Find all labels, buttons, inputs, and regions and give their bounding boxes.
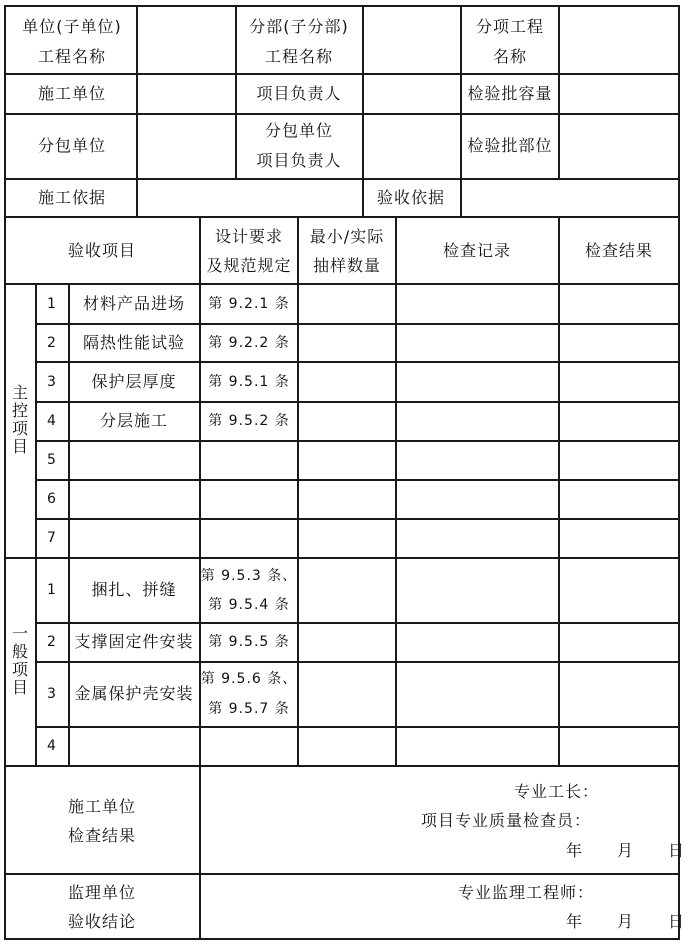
rule [4,557,680,559]
unit-label: 单位(子单位) [22,17,122,36]
batch-capacity-label: 检验批容量 [467,84,553,103]
rule [362,5,364,218]
contractor-check-label: 检查结果 [67,826,137,845]
contractor-check-label: 施工单位 [67,797,137,816]
row-number: 3 [47,686,57,702]
rule [68,283,70,767]
row-number: 6 [47,491,57,507]
row-item-name: 支撑固定件安装 [74,632,194,651]
border-bottom [4,938,680,940]
rule [136,5,138,218]
row-item-name: 隔热性能试验 [82,333,186,352]
rule [35,401,680,403]
rule [35,661,680,663]
rule [4,178,680,180]
supervisor-date: 年 月 日 [566,912,686,931]
row-item-name: 材料产品进场 [82,294,186,313]
supervisor-engineer-label: 专业监理工程师： [458,883,595,902]
row-spec: 第 9.5.3 条、 [200,568,298,584]
foreman-signature-label: 专业工长： [514,782,600,801]
subcontractor-label: 分包单位 [37,136,107,155]
rule [558,5,560,178]
row-number: 1 [47,582,57,598]
row-spec: 第 9.2.1 条 [208,296,290,312]
row-number: 4 [47,413,57,429]
row-spec: 第 9.5.5 条 [208,634,290,650]
project-manager-label: 项目负责人 [256,84,342,103]
row-spec: 第 9.5.7 条 [208,701,290,717]
rule [4,216,680,218]
column-result: 检查结果 [584,241,654,260]
row-number: 4 [47,738,57,754]
row-spec: 第 9.2.2 条 [208,335,290,351]
rule [35,622,680,624]
rule [35,479,680,481]
group-general: 一 般 项 目 [11,624,28,697]
rule [35,283,37,767]
construction-basis-label: 施工依据 [37,188,107,207]
division-label: 工程名称 [264,47,334,66]
inspector-signature-label: 项目专业质量检查员： [421,811,592,830]
column-item: 验收项目 [67,241,137,260]
border-top [4,5,680,7]
rule [558,216,560,767]
row-number: 1 [47,296,57,312]
rule [4,765,680,767]
sub-manager-label: 项目负责人 [256,151,342,170]
row-number: 2 [47,634,57,650]
supervisor-accept-label: 验收结论 [67,912,137,931]
rule [4,113,680,115]
row-number: 3 [47,374,57,390]
rule [4,73,680,75]
rule [35,726,680,728]
supervisor-accept-label: 监理单位 [67,883,137,902]
rule [35,323,680,325]
column-design: 设计要求 [214,227,284,246]
batch-location-label: 检验批部位 [467,136,553,155]
division-label: 分部(子分部) [249,17,349,36]
row-item-name: 金属保护壳安装 [74,684,194,703]
rule [35,361,680,363]
border-right [678,5,680,940]
row-number: 5 [47,452,57,468]
column-sample: 最小/实际 [309,227,385,246]
row-spec: 第 9.5.1 条 [208,374,290,390]
column-sample: 抽样数量 [312,256,382,275]
row-item-name: 分层施工 [99,411,169,430]
rule [235,5,237,178]
sub-manager-label: 分包单位 [264,121,334,140]
row-item-name: 捆扎、拼缝 [91,580,177,599]
rule [35,518,680,520]
rule [297,216,299,767]
row-spec: 第 9.5.4 条 [208,597,290,613]
row-number: 7 [47,530,57,546]
column-design: 及规范规定 [206,256,292,275]
rule [35,440,680,442]
border-left [4,5,6,940]
contractor-label: 施工单位 [37,84,107,103]
rule [4,873,680,875]
unit-label: 工程名称 [37,47,107,66]
row-spec: 第 9.5.6 条、 [200,671,298,687]
row-number: 2 [47,335,57,351]
group-main-control: 主 控 项 目 [11,383,28,456]
rule [460,5,462,218]
row-spec: 第 9.5.2 条 [208,413,290,429]
column-record: 检查记录 [442,241,512,260]
subitem-label: 名称 [492,47,528,66]
rule [395,216,397,767]
rule [4,283,680,285]
subitem-label: 分项工程 [475,17,545,36]
row-item-name: 保护层厚度 [91,372,177,391]
contractor-date: 年 月 日 [566,841,686,860]
acceptance-basis-label: 验收依据 [376,188,446,207]
